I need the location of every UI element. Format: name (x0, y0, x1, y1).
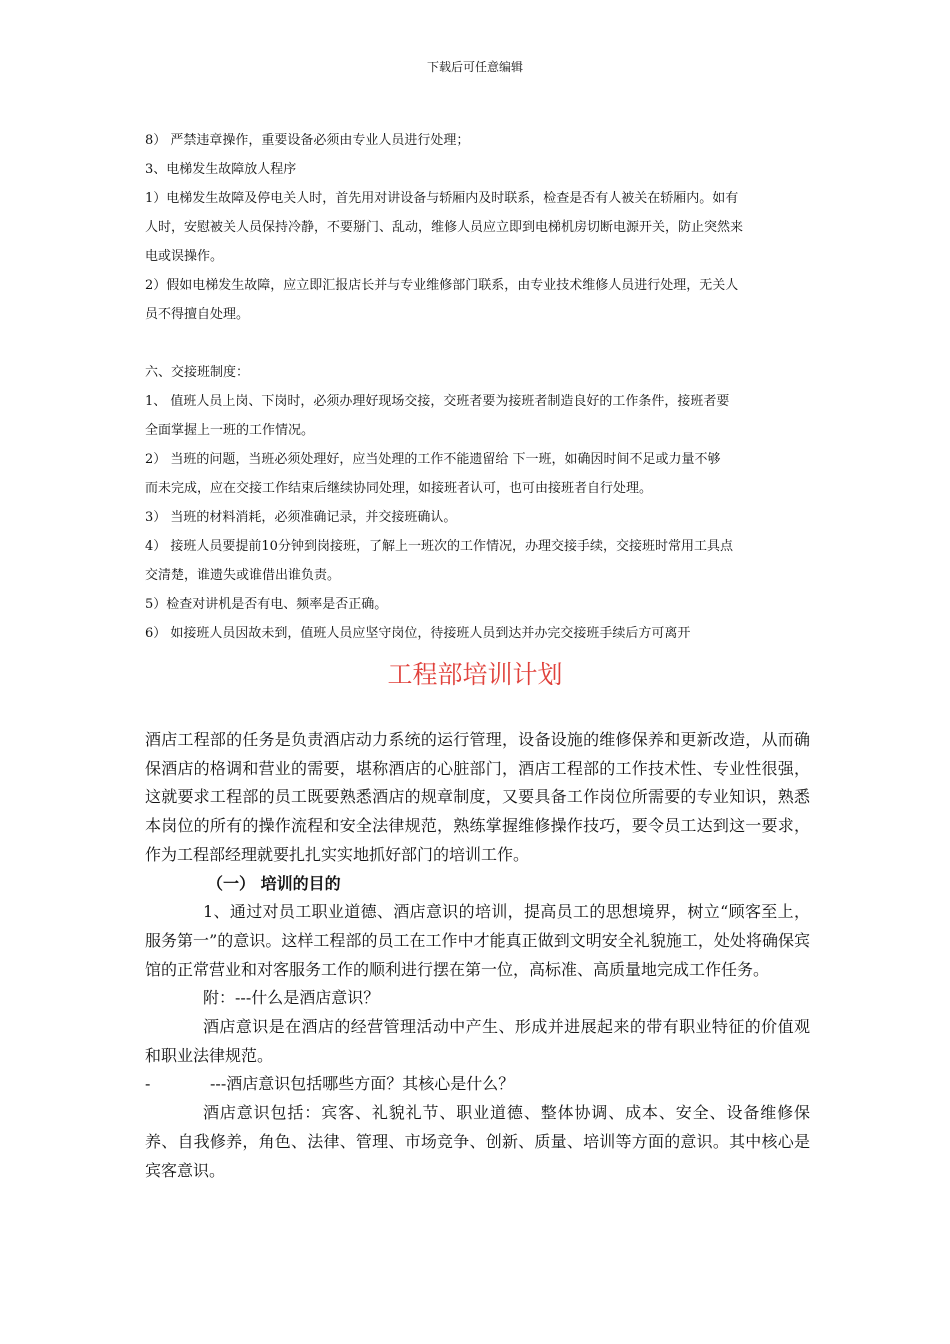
text-line: 人时，安慰被关人员保持冷静，不要掰门、乱动，维修人员应立即到电梯机房切断电源开关，防止突然来 (145, 220, 744, 235)
scope-paragraph: 酒店意识包括：宾客、礼貌礼节、职业道德、整体协调、成本、安全、设备维修保养、自我修养，角色、法律、管理、市场竞争、创新、质量、培训等方面的意识。其中核心是宾客意识。 (145, 1103, 810, 1180)
text-line: 1）电梯发生故障及停电关人时，首先用对讲设备与轿厢内及时联系，检查是否有人被关在轿厢内。如有 (145, 191, 739, 206)
text-line: 交清楚，谁遗失或谁借出谁负责。 (145, 568, 341, 583)
text-line: 8） 严禁违章操作，重要设备必须由专业人员进行处理； (145, 133, 470, 148)
text-line: 5）检查对讲机是否有电、频率是否正确。 (145, 597, 388, 612)
text-line: 1、 值班人员上岗、下岗时，必须办理好现场交接，交班者要为接班者制造良好的工作条件，接班者要 (145, 394, 730, 409)
dash-question-row (145, 1070, 810, 1099)
text-line: 3） 当班的材料消耗，必须准确记录，并交接班确认。 (145, 510, 457, 525)
section-heading: （一） 培训的目的 (207, 873, 341, 893)
text-line: 6） 如接班人员因故未到，值班人员应坚守岗位，待接班人员到达并办完交接班手续后方可离开 (145, 626, 691, 641)
text-line: 员不得擅自处理。 (145, 307, 250, 322)
intro-paragraph: 酒店工程部的任务是负责酒店动力系统的运行管理，设备设施的维修保养和更新改造，从而确保酒店的格调和营业的需要，堪称酒店的心脏部门，酒店工程部的工作技术性、专业性很强，这就要求工程部的员工既要熟悉酒店的规章制度，又要具备工作岗位所需要的专业知识，熟悉本岗位的所有的操作流程和安全法律规范，熟练掌握维修操作技巧，要令员工达到这一要求，作为工程部经理就要扎扎实实地抓好部门的培训工作。 (145, 730, 810, 864)
definition-paragraph: 酒店意识是在酒店的经营管理活动中产生、形成并进展起来的带有职业特征的价值观和职业法律规范。 (145, 1017, 810, 1065)
page-header: 下载后可任意编辑 (426, 60, 523, 74)
scope-question: ---酒店意识包括哪些方面？其核心是什么？ (210, 1074, 515, 1094)
text-line: 4） 接班人员要提前10分钟到岗接班，了解上一班次的工作情况，办理交接手续，交接班时常用工具点 (145, 539, 733, 554)
appendix-question: 附：---什么是酒店意识？ (203, 988, 380, 1008)
dash-mark: - (145, 1074, 151, 1094)
text-line: 电或误操作。 (145, 249, 224, 264)
document-title: 工程部培训计划 (387, 660, 563, 689)
elevator-section (145, 126, 810, 648)
training-plan-body (145, 726, 810, 1185)
text-line: 全面掌握上一班的工作情况。 (145, 423, 315, 438)
text-line: 3、电梯发生故障放人程序 (145, 162, 297, 177)
purpose-paragraph: 1、通过对员工职业道德、酒店意识的培训，提高员工的思想境界，树立“顾客至上，服务第一”的意识。这样工程部的员工在工作中才能真正做到文明安全礼貌施工，处处将确保宾馆的正常营业和对客服务工作的顺利进行摆在第一位，高标准、高质量地完成工作任务。 (145, 902, 810, 979)
text-line: 2）假如电梯发生故障，应立即汇报店长并与专业维修部门联系，由专业技术维修人员进行处理，无关人 (145, 278, 739, 293)
text-line: 而未完成，应在交接工作结束后继续协同处理，如接班者认可，也可由接班者自行处理。 (145, 481, 653, 496)
text-line: 六、交接班制度： (145, 365, 250, 380)
text-line: 2） 当班的问题，当班必须处理好，应当处理的工作不能遗留给 下一班，如确因时间不足或力量不够 (145, 452, 721, 467)
